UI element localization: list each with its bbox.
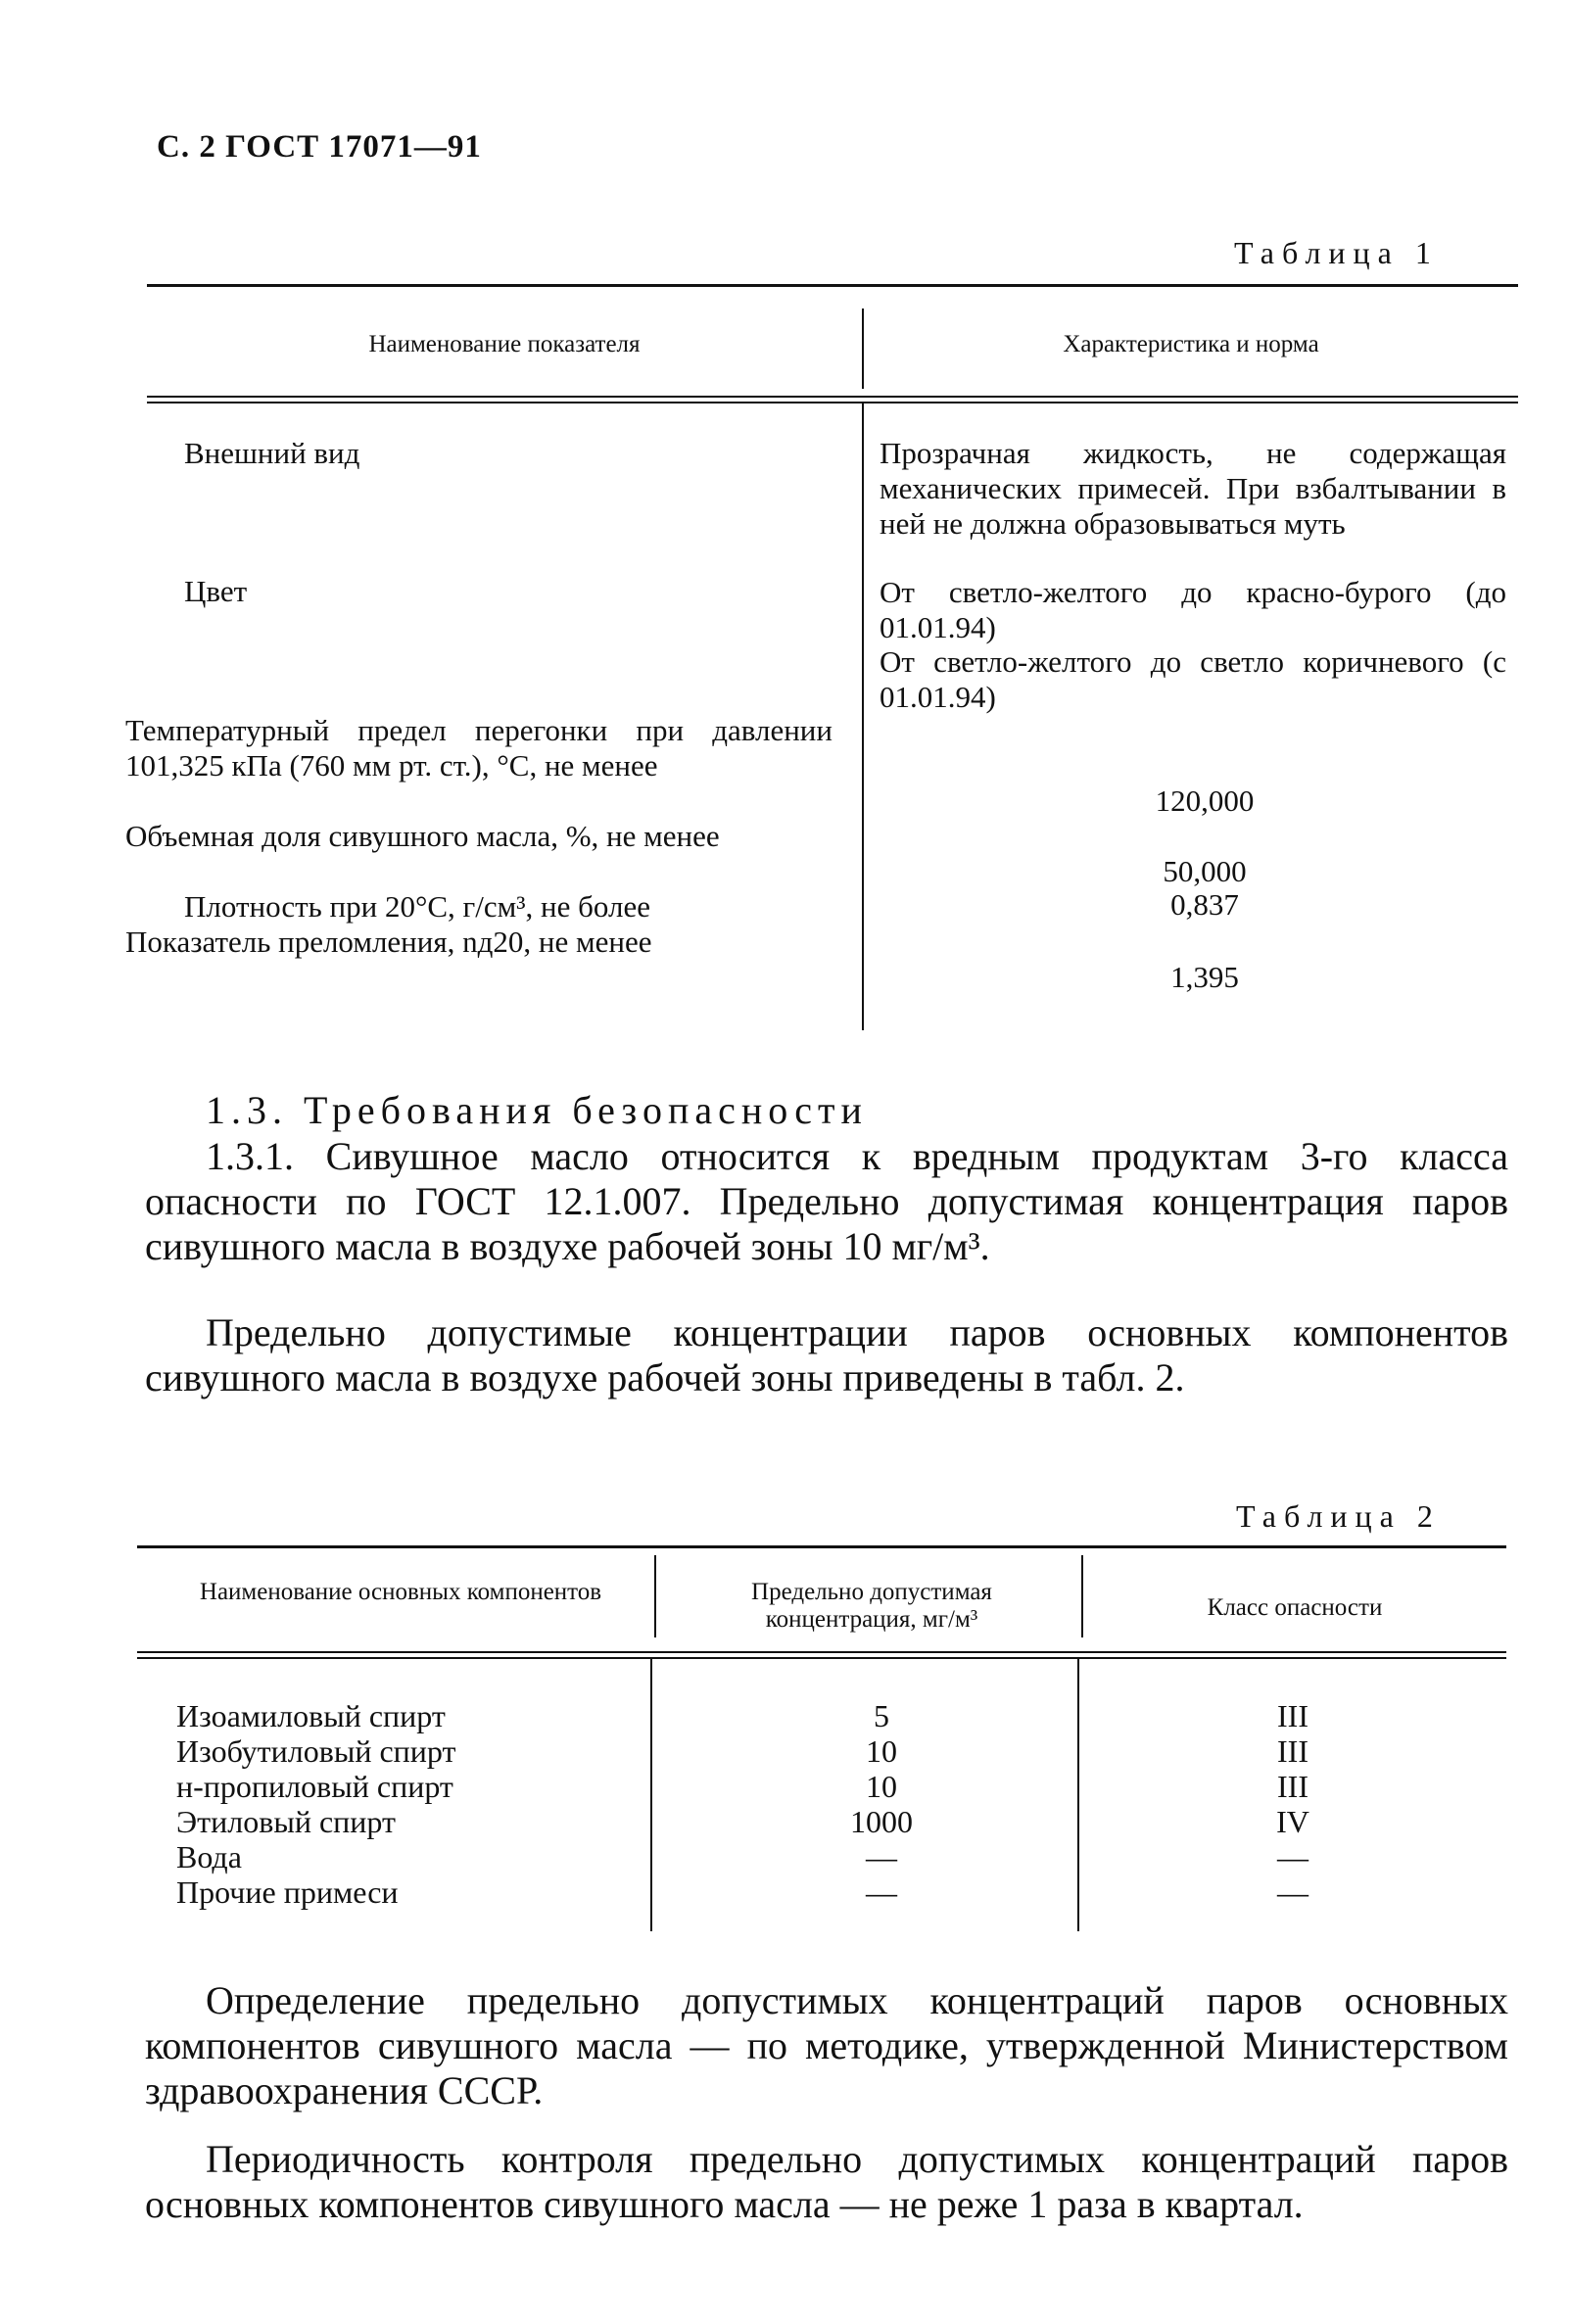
table2-row-5-class: — [1277, 1839, 1308, 1874]
table1-header-name: Наименование показателя [368, 331, 641, 357]
closing-paragraph-2: Периодичность контроля предельно допустимых концентраций паров основных компонентов сивушного масла — не реже 1 раза в квартал. [145, 2137, 1508, 2226]
table2-row-3-class: III [1277, 1769, 1308, 1804]
table1-row-appearance-value: Прозрачная жидкость, не содержащая механических примесей. При взбалтывании в ней не должна образовываться муть [880, 436, 1506, 541]
table2-header-divider-1 [654, 1555, 656, 1637]
table2-body-divider-1 [650, 1657, 652, 1931]
table2-header-name: Наименование основных компонентов [199, 1579, 602, 1605]
table2-row-4-class: IV [1276, 1804, 1309, 1839]
table2-row-3-conc: 10 [866, 1769, 897, 1804]
table2-row-6-name: Прочие примеси [176, 1874, 399, 1910]
table1-top-rule [147, 284, 1518, 287]
table2-row-1-class: III [1277, 1698, 1308, 1733]
table2-row-2-conc: 10 [866, 1733, 897, 1769]
table2-row-5-conc: — [866, 1839, 897, 1874]
table2-row-2-name: Изобутиловый спирт [176, 1733, 456, 1769]
table2-row-1-name: Изоамиловый спирт [176, 1698, 446, 1733]
closing-paragraph-1: Определение предельно допустимых концентраций паров основных компонентов сивушного масла — по методике, утвержденной Министерством здравоохранения СССР. [145, 1978, 1508, 2112]
table1-row-density-name: Плотность при 20°С, г/см³, не более [184, 889, 651, 924]
table1-header-rule-b [147, 402, 1518, 403]
table1-row-density-value: 0,837 [1170, 887, 1239, 922]
table2-row-3-name: н-пропиловый спирт [176, 1769, 453, 1804]
table1-row-refraction-value: 1,395 [1170, 960, 1239, 994]
table2-header-class: Класс опасности [1207, 1594, 1383, 1621]
table2-row-4-conc: 1000 [850, 1804, 913, 1839]
table2-row-5-name: Вода [176, 1839, 242, 1874]
table1-body-divider [862, 402, 864, 1030]
table1-row-temperature-value: 120,000 [1155, 783, 1255, 818]
table1-row-appearance-name: Внешний вид [184, 436, 360, 470]
table1-row-volume-name: Объемная доля сивушного масла, %, не менее [125, 819, 720, 853]
table2-header-rule-b [137, 1657, 1506, 1659]
table1-row-color-value: От светло-желтого до красно-бурого (до 01.01.94) [880, 575, 1506, 644]
section-paragraph-2: Предельно допустимые концентрации паров основных компонентов сивушного масла в воздухе рабочей зоны приведены в табл. 2. [145, 1310, 1508, 1399]
table1-row-color-name: Цвет [184, 574, 248, 608]
table2-row-1-conc: 5 [874, 1698, 889, 1733]
section-paragraph-1: 1.3.1. Сивушное масло относится к вредным продуктам 3-го класса опасности по ГОСТ 12.1.007. Предельно допустимая концентрация паров сивушного масла в воздухе рабочей зоны 10 мг/м³. [145, 1134, 1508, 1268]
table1-row-temperature-name: Температурный предел перегонки при давлении 101,325 кПа (760 мм рт. ст.), °С, не менее [125, 713, 833, 783]
table1-row-color-value2: От светло-желтого до светло коричневого (с 01.01.94) [880, 644, 1506, 714]
table2-top-rule [137, 1545, 1506, 1548]
table2-row-6-conc: — [866, 1874, 897, 1910]
table2-header-rule-a [137, 1651, 1506, 1653]
table2-row-4-name: Этиловый спирт [176, 1804, 396, 1839]
table1-row-refraction-name: Показатель преломления, nд20, не менее [125, 925, 652, 959]
table1-caption: Таблица 1 [1234, 235, 1439, 270]
page-header: С. 2 ГОСТ 17071—91 [157, 129, 482, 165]
table1-row-volume-value: 50,000 [1163, 854, 1247, 888]
table2-row-6-class: — [1277, 1874, 1308, 1910]
section-title: 1.3. Требования безопасности [206, 1088, 868, 1132]
table1-header-value: Характеристика и норма [1063, 331, 1319, 357]
table2-row-2-class: III [1277, 1733, 1308, 1769]
table2-header-concentration: Предельно допустимая концентрация, мг/м³ [751, 1579, 992, 1633]
table1-header-rule-a [147, 396, 1518, 398]
table2-body-divider-2 [1077, 1657, 1079, 1931]
table2-caption: Таблица 2 [1236, 1498, 1441, 1534]
